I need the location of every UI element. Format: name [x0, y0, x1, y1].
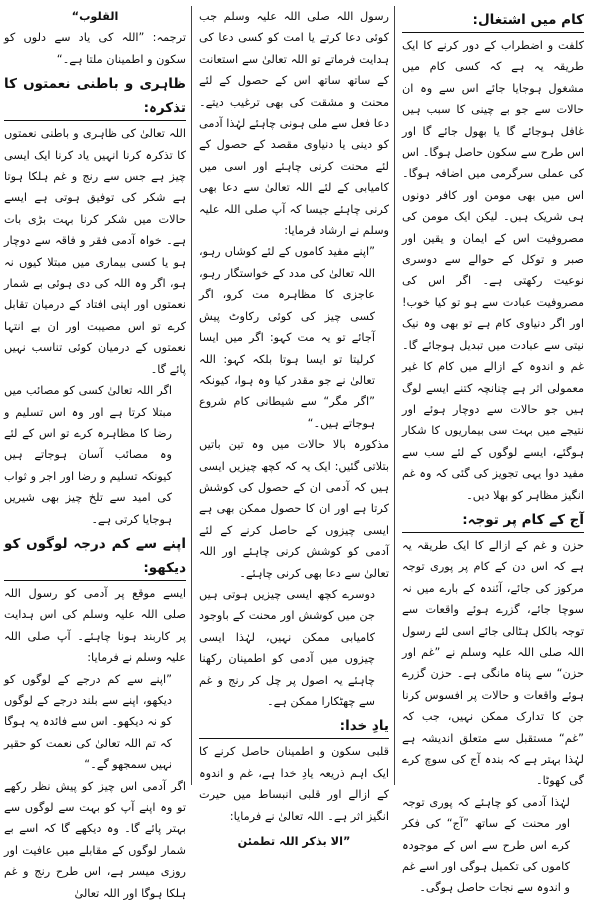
paragraph-comparison: اگر آدمی اس چیز کو پیش نظر رکھے تو وہ اپنے آپ کو بہت سے لوگوں سے بہتر پائے گا۔ وہ دیکھے گا کہ اسے بے شمار لوگوں کے مقابلے میں عافیت اور روزی میسر ہے، اس طرح رنج و غم ہلکا ہوگا اور اللہ تعالیٰ	[4, 779, 186, 900]
paragraph-today-conclusion: لہٰذا آدمی کو چاہئے کہ پوری توجہ اور محنت کے ساتھ ”آج“ کی فکر کرے اس طرح سے اس کے موجودہ کاموں کی تکمیل ہوگی اور اسے غم و اندوہ سے نجات حاصل ہوگی۔	[402, 795, 570, 895]
verse-translation: ترجمہ: ”اللہ کی یاد سے دلوں کو سکون و اطمینان ملتا ہے۔“	[4, 31, 186, 66]
section-heading-blessings: ظاہری و باطنی نعمتوں کا تذکرہ:	[4, 72, 186, 121]
paragraph-work: کلفت و اضطراب کے دور کرنے کا ایک طریقہ یہ ہے کہ کسی کام میں مشغول ہوجایا جائے اس سے وہ ان حالات سے جو بے چینی کا سبب ہیں غافل ہوجائے گا یا بھول جائے گا اور اس طرح سے سکون حاصل ہوگا۔ اس کی عملی سرگرمی میں اضافہ ہوگا۔ اس میں بھی مومن اور کافر دونوں ہی شریک ہیں۔ لیکن ایک مومن کی مصروفیت اس کے ایمان و یقین اور صبر و توکل کے حوالے سے دوسری نوعیت رکھتی ہے۔ اگر اس کی مصروفیت عبادت سے ہو تو کیا خوب! اور اگر دنیاوی کام ہے تو بھی وہ نیک نیتی سے عبادت میں تبدیل ہوجائے گا۔ غم و اندوہ کے ازالے میں کام کا غیر معمولی اثر ہے چنانچہ کتنے ایسے لوگ ہیں جو حالات سے دوچار ہوئے اور نتیجے میں بہت سی بیماریوں کا شکار ہوگئے، ایسے لوگوں کے لئے سب سے مفید دوا یہی تجویز کی گئی کہ وہ غم انگیز مظاہر کو بھلا دیں۔	[402, 39, 584, 502]
paragraph-today: حزن و غم کے ازالے کا ایک طریقہ یہ ہے کہ اس دن کے کام پر پوری توجہ مرکوز کی جائے، آئندہ کے بارے میں نہ سوچا جائے، گزرے ہوئے واقعات سے توجہ بالکل ہٹالی جائے اسی لئے رسول اللہ صلی اللہ علیہ وسلم نے ”غم اور حزن“ سے پناہ مانگی ہے۔ حزن گزرے ہوئے واقعات و حالات پر افسوس کرنا جن کا تدارک ممکن نہیں، جب کہ ”غم“ مستقبل سے متعلق اندیشہ ہے لہٰذا بہتر ہے کہ بندہ آج کی سوچ کرے گی کھوٹا۔	[402, 538, 584, 788]
column-divider-left	[191, 6, 192, 785]
right-column	[402, 6, 584, 895]
section-heading-work: کام میں اشتغال:	[402, 8, 584, 33]
hadith-quote: ”اپنے مفید کاموں کے لئے کوشاں رہو، اللہ تعالیٰ کی مدد کے خواستگار رہو، عاجزی کا مظاہرہ مت کرو، اگر کسی چیز کی کوئی رکاوٹ پیش آجائے تو یہ مت کہو: اگر میں ایسا کرلیتا تو ایسا ہوتا بلکہ کہو: اللہ تعالیٰ نے جو مقدر کیا وہ ہوا، کیونکہ ”اگر مگر“ سے شیطانی کام شروع ہوجاتے ہیں۔“	[199, 245, 375, 430]
paragraph-second-point: دوسرے کچھ ایسی چیزیں ہوتی ہیں جن میں کوشش اور محنت کے باوجود کامیابی ممکن نہیں، لہٰذا ایسی چیزوں میں آدمی کو اطمینان رکھنا چاہئے یہ اصول پر چل کر رنج و غم سے چھٹکارا ممکن ہے۔	[199, 587, 375, 708]
middle-column	[199, 6, 389, 849]
left-column	[4, 6, 186, 900]
hadith-look-below: ”اپنے سے کم درجے کے لوگوں کو دیکھو، اپنے سے بلند درجے کے لوگوں کو نہ دیکھو۔ اس سے فائدہ یہ ہوگا کہ تم اللہ تعالیٰ کی نعمت کو حقیر نہیں سمجھو گے۔“	[4, 672, 172, 772]
section-heading-look-below: اپنے سے کم درجہ لوگوں کو دیکھو:	[4, 532, 186, 581]
paragraph-patience: اگر اللہ تعالیٰ کسی کو مصائب میں مبتلا کرتا ہے اور وہ اس تسلیم و رضا کا مظاہرہ کرے تو اس کے لئے وہ مصائب آسان ہوجاتے ہیں کیونکہ تسلیم و رضا اور اجر و ثواب کی امید سے تلخ چیز بھی شیریں ہوجایا کرتی ہے۔	[4, 384, 172, 526]
paragraph-three-points: مذکورہ بالا حالات میں وہ تین باتیں بتلاتی گئیں: ایک یہ کہ کچھ چیزیں ایسی ہیں کہ آدمی ان کے حصول کی کوشش کرتا ہے اور ان کا حصول ممکن بھی ہے ایسی چیزوں کے حاصل کرنے کے لئے آدمی کو کوشش کرنی چاہئے اور اللہ تعالیٰ سے دعا بھی کرنی چاہئے۔	[199, 438, 389, 580]
column-divider-right	[394, 6, 395, 785]
quran-verse: ”الا بذکر اللہ تطمئن	[237, 835, 351, 849]
paragraph-guidance: ایسے موقع پر آدمی کو رسول اللہ صلی اللہ علیہ وسلم کی اس ہدایت پر کاربند ہونا چاہئے۔ آپ صلی اللہ علیہ وسلم نے فرمایا:	[4, 586, 186, 665]
paragraph-blessings: اللہ تعالیٰ کی ظاہری و باطنی نعمتوں کا تذکرہ کرنا انہیں یاد کرنا ایک ایسی چیز ہے جس سے رنج و غم ہلکا ہوتا ہے شکر کی توفیق ہوتی ہے ایسے حالات میں شکر کرنا بہت بڑی بات ہے۔ خواہ آدمی فقر و فاقہ سے دوچار ہو یا کسی بیماری میں مبتلا کیوں نہ ہو، اگر وہ اللہ کی دی ہوئی بے شمار نعمتوں اور اپنی افتاد کے درمیان تقابل کرے تو اس مصیبت اور ان بے انتہا نعمتوں کے درمیان کوئی تناسب نہیں پائے گا۔	[4, 127, 186, 376]
section-heading-remembrance: یادِ خدا:	[199, 714, 389, 739]
paragraph-remembrance: قلبی سکون و اطمینان حاصل کرنے کا ایک اہم ذریعہ یادِ خدا ہے، غم و اندوہ کے ازالے اور قلبی انبساط میں حیرت انگیز اثر ہے۔ اللہ تعالیٰ نے فرمایا:	[199, 745, 389, 823]
quran-verse-end: القلوب“	[71, 10, 119, 23]
section-heading-today: آج کے کام پر توجہ:	[402, 508, 584, 533]
paragraph-dua: رسول اللہ صلی اللہ علیہ وسلم جب کوئی دعا کرتے یا امت کو کسی دعا کی ہدایت فرماتے تو اللہ تعالیٰ سے استعانت کے ساتھ ساتھ اس کے حصول کے لئے محنت و مشقت کی بھی ترغیب دیتے۔ دعا فعل سے ملی ہونی چاہئے لہٰذا آدمی کو دینی یا دنیاوی مقصد کے حصول کے لئے محنت کرنی چاہئے اور اسی میں کامیابی کے لئے اللہ تعالیٰ سے دعا بھی کرنی چاہئے جیسا کہ آپ صلی اللہ علیہ وسلم نے ارشاد فرمایا:	[199, 10, 389, 238]
